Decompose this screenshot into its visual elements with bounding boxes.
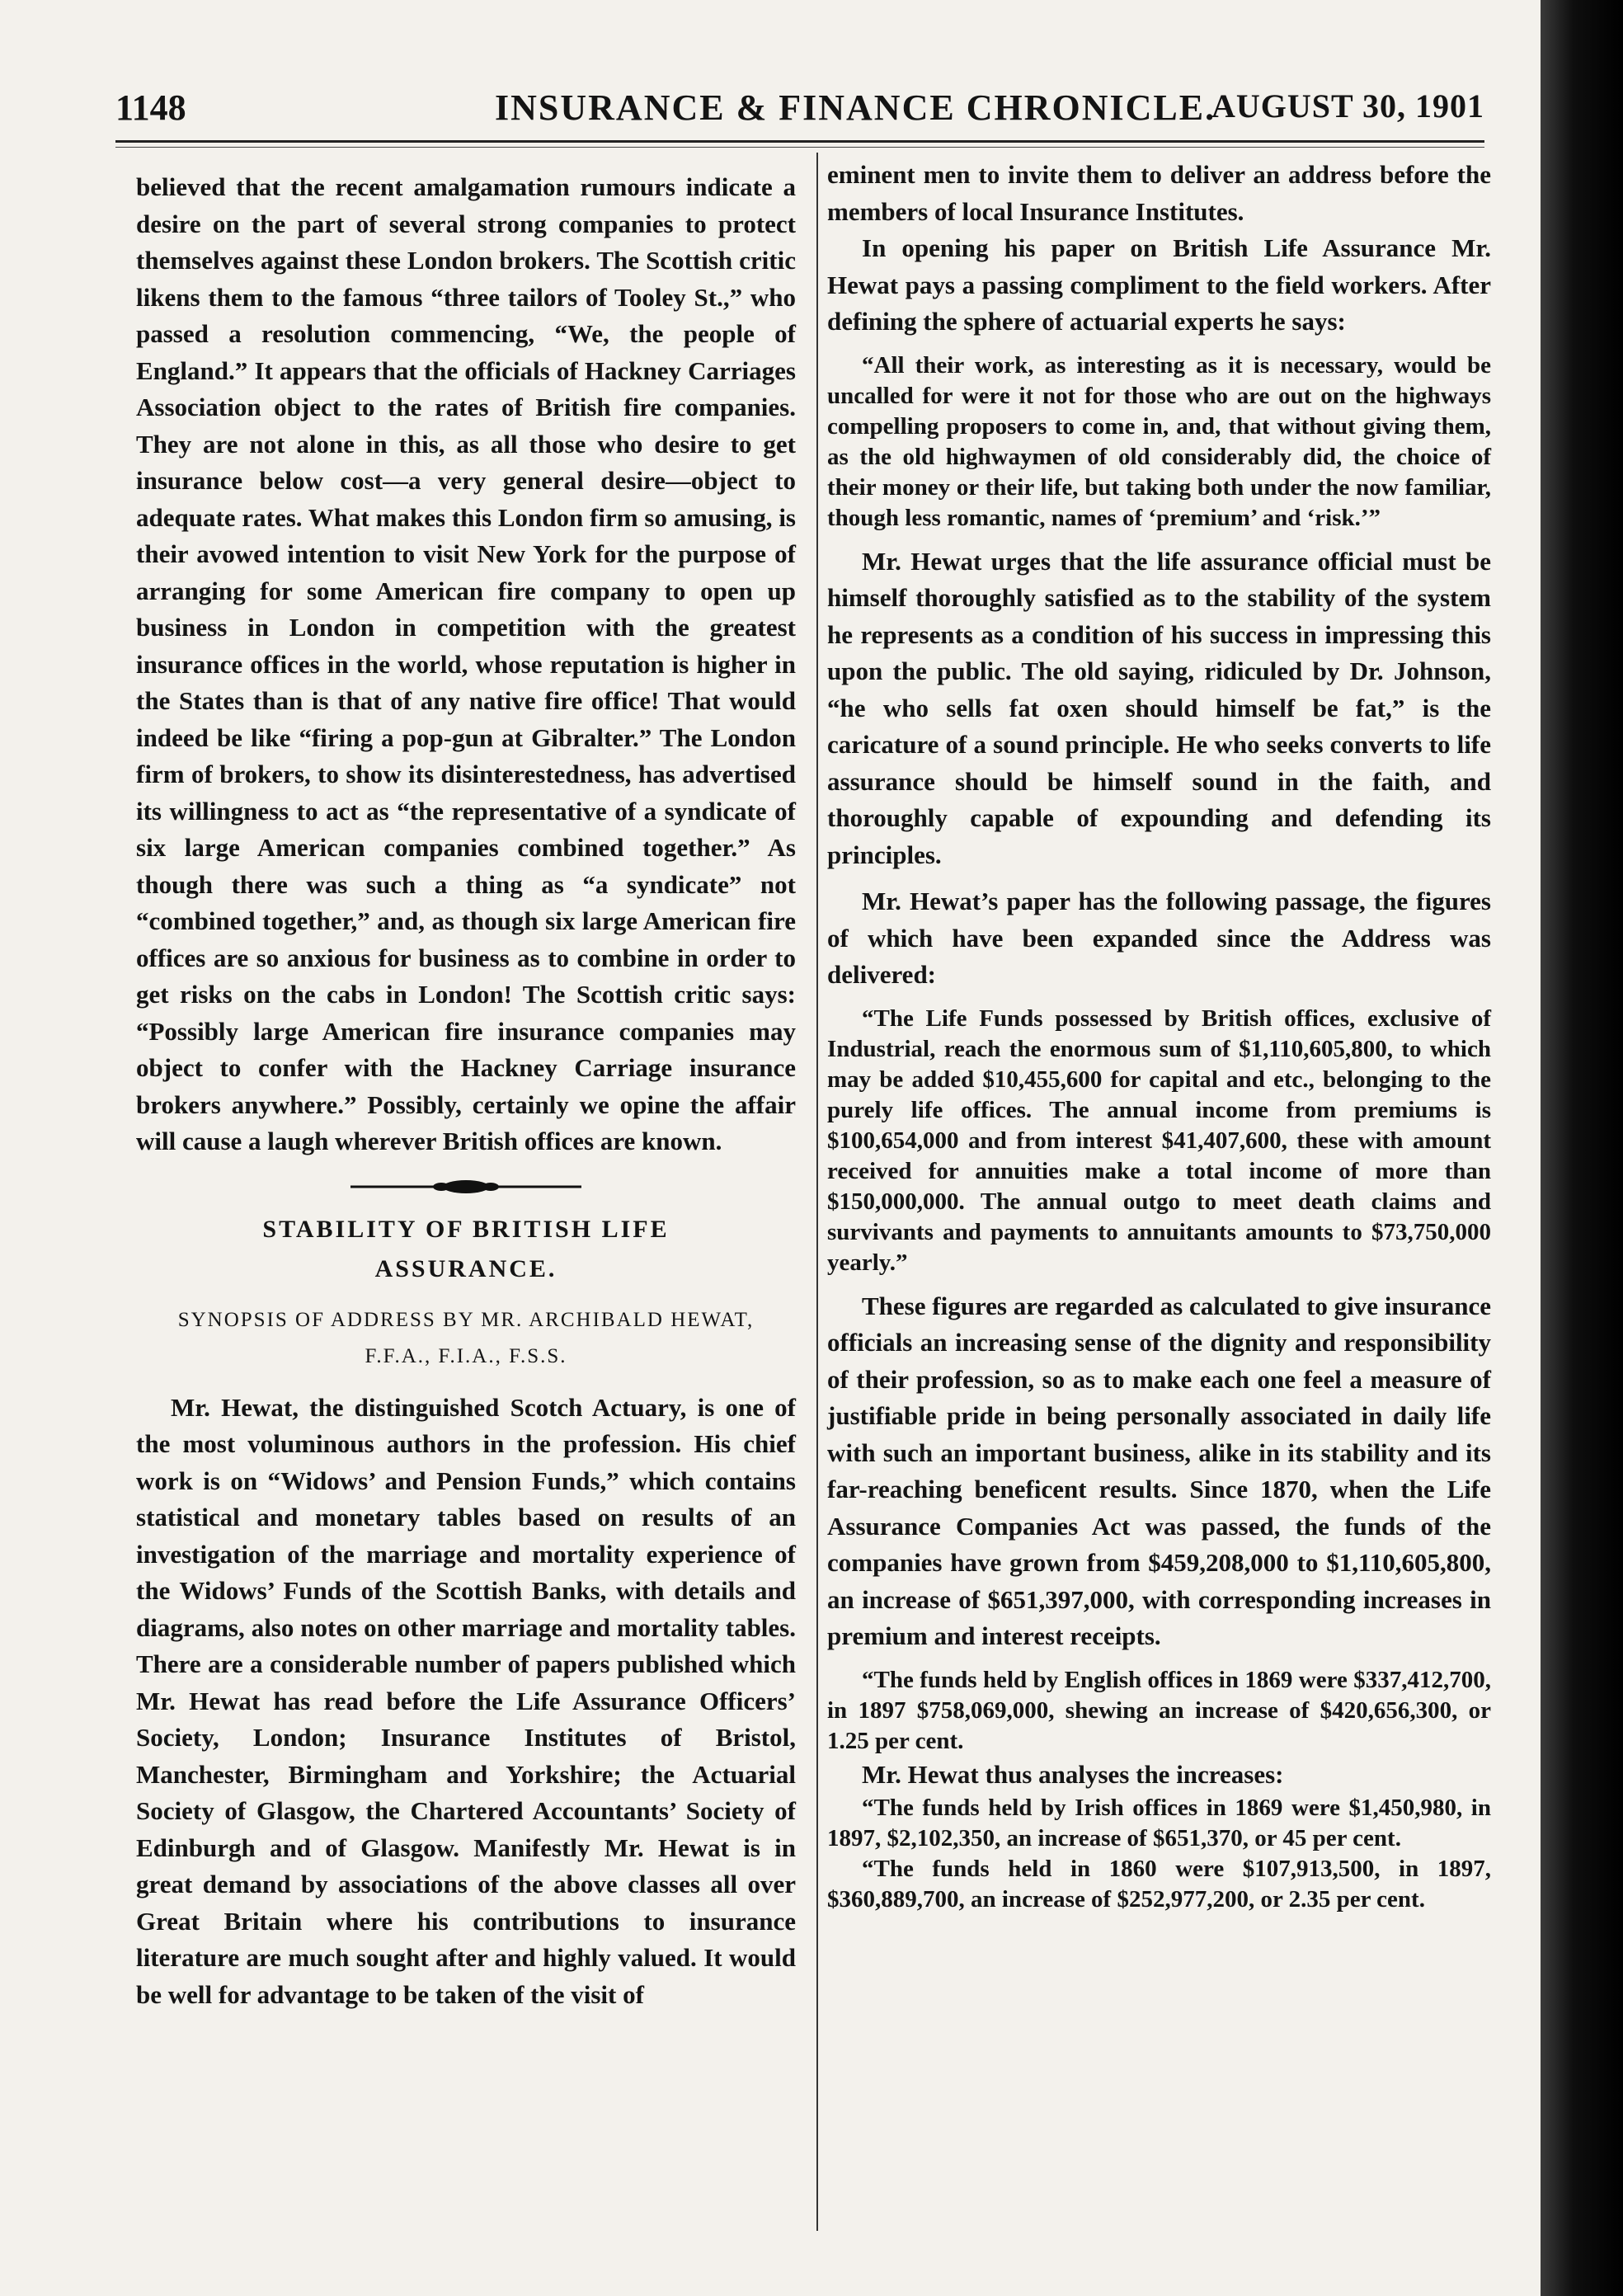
right-column bbox=[827, 157, 1491, 1915]
binding-shadow bbox=[1541, 0, 1623, 2296]
quote-3: “The funds held by English offices in 1869 were $337,412,700, in 1897 $758,069,000, shewing an increase of $420,656,300, or 1.25 per cent. bbox=[827, 1666, 1491, 1754]
right-paragraph-3: Mr. Hewat urges that the life assurance official must be himself thoroughly satisfied as to the stability of the system he represents as a condition of his success in impressing this upon the public. The old saying, ridiculed by Dr. Johnson, “he who sells fat oxen should himself be fat,” is the caricature of a sound principle. He who seeks converts to life assurance should be himself sound in the faith, and thoroughly capable of expounding and defending its principles. bbox=[827, 546, 1491, 869]
header-rule bbox=[115, 140, 1484, 143]
quote-2: “The Life Funds possessed by British offices, exclusive of Industrial, reach the enormous sum of $1,110,605,800, to which may be added $10,455,600 for capital and etc., belonging to the purely life offices. The annual income from premiums is $100,654,000 and from interest $41,407,600, these with amount received for annuities make a total income of more than $150,000,000. The annual outgo to meet death claims and survivants and payments to annuitants amounts to $73,750,000 yearly.” bbox=[827, 1004, 1491, 1276]
synopsis-heading bbox=[136, 1302, 796, 1375]
quote-5: “The funds held in 1860 were $107,913,500, in 1897, $360,889,700, an increase of $252,977,200, or 2.35 per cent. bbox=[827, 1856, 1491, 1913]
section-title bbox=[136, 1210, 796, 1289]
journal-title: INSURANCE & FINANCE CHRONICLE. bbox=[495, 87, 1216, 128]
right-paragraph-2: In opening his paper on British Life Assurance Mr. Hewat pays a passing compliment to the field workers. After defining the sphere of actuarial experts he says: bbox=[827, 233, 1491, 336]
page-number: 1148 bbox=[115, 87, 186, 128]
left-paragraph-1: believed that the recent amalgamation rumours indicate a desire on the part of several strong companies to protect themselves against these London brokers. The Scottish critic likens them to the famous “three tailors of Tooley St.,” who passed a resolution commencing, “We, the people of England.” It appears that the officials of Hackney Carriages Association object to the rates of British fire companies. They are not alone in this, as all those who desire to get insurance below cost—a very general desire—object to adequate rates. What makes this London firm so amusing, is their avowed intention to visit New York for the purpose of arranging for some American fire company to open up business in London in competition with the greatest insurance offices in the world, whose reputation is higher in the States than is that of any native fire office! That would indeed be like “firing a pop-gun at Gibralter.” The London firm of brokers, to show its disinterestedness, has advertised its willingness to act as “the representative of a syndicate of six large American companies combined together.” As though there was such a thing as “a syndicate” not “combined together,” and, as though six large American fire offices are so anxious for business as to combine in order to get risks on the cabs in London! The Scottish critic says: “Possibly large American fire insurance companies may object to confer with the Hackney Carriage insurance brokers anywhere.” Possibly, certainly we opine the affair will cause a laugh wherever British offices are known. bbox=[136, 172, 796, 1155]
quote-4: “The funds held by Irish offices in 1869 were $1,450,980, in 1897, $2,102,350, an increase of $651,370, or 45 per cent. bbox=[827, 1795, 1491, 1851]
right-paragraph-4: Mr. Hewat’s paper has the following passage, the figures of which have been expanded since the Address was delivered: bbox=[827, 887, 1491, 989]
column-divider bbox=[816, 153, 818, 2231]
left-column bbox=[136, 169, 796, 2013]
synopsis-line-1: SYNOPSIS OF ADDRESS BY MR. ARCHIBALD HEWAT, bbox=[177, 1308, 755, 1331]
section-title-line-1: STABILITY OF BRITISH LIFE bbox=[262, 1215, 670, 1243]
page-header bbox=[115, 87, 1484, 136]
quote-1: “All their work, as interesting as it is necessary, would be uncalled for were it not for those who are out on the highways compelling proposers to come in, and, that without giving them, as the old highwaymen of old considerably did, the choice of their money or their life, but taking both under the now familiar, though less romantic, names of ‘premium’ and ‘risk.’” bbox=[827, 351, 1491, 531]
right-paragraph-1: eminent men to invite them to deliver an address before the members of local Insurance Institutes. bbox=[827, 160, 1491, 226]
right-paragraph-5: These figures are regarded as calculated to give insurance officials an increasing sense of the dignity and responsibility of their profession, so as to make each one feel a measure of justifiable pride in being personally associated in daily life with such an important business, alike in its stability and its far-reaching beneficent results. Since 1870, when the Life Assurance Companies Act was passed, the funds of the companies have grown from $459,208,000 to $1,110,605,800, an increase of $651,397,000, with corresponding increases in premium and interest receipts. bbox=[827, 1291, 1491, 1650]
issue-date: AUGUST 30, 1901 bbox=[1211, 87, 1484, 125]
left-paragraph-2: Mr. Hewat, the distinguished Scotch Actuary, is one of the most voluminous authors in the profession. His chief work is on “Widows’ and Pension Funds,” which contains statistical and monetary tables based on results of an investigation of the marriage and mortality experience of the Widows’ Funds of the Scottish Banks, with details and diagrams, also notes on other marriage and mortality tables. There are a considerable number of papers published which Mr. Hewat has read before the Life Assurance Officers’ Society, London; Insurance Institutes of Bristol, Manchester, Birmingham and Yorkshire; the Actuarial Society of Glasgow, the Chartered Accountants’ Society of Edinburgh and of Glasgow. Manifestly Mr. Hewat is in great demand by associations of the above classes all over Great Britain where his contributions to insurance literature are much sought after and highly valued. It would be well for advantage to be taken of the visit of bbox=[136, 1392, 796, 2009]
section-title-line-2: ASSURANCE. bbox=[374, 1254, 557, 1282]
ornament-divider-icon bbox=[350, 1179, 581, 1195]
synopsis-line-2: F.F.A., F.I.A., F.S.S. bbox=[365, 1344, 567, 1367]
header-rule-thin bbox=[115, 147, 1484, 148]
right-paragraph-6: Mr. Hewat thus analyses the increases: bbox=[862, 1759, 1284, 1789]
